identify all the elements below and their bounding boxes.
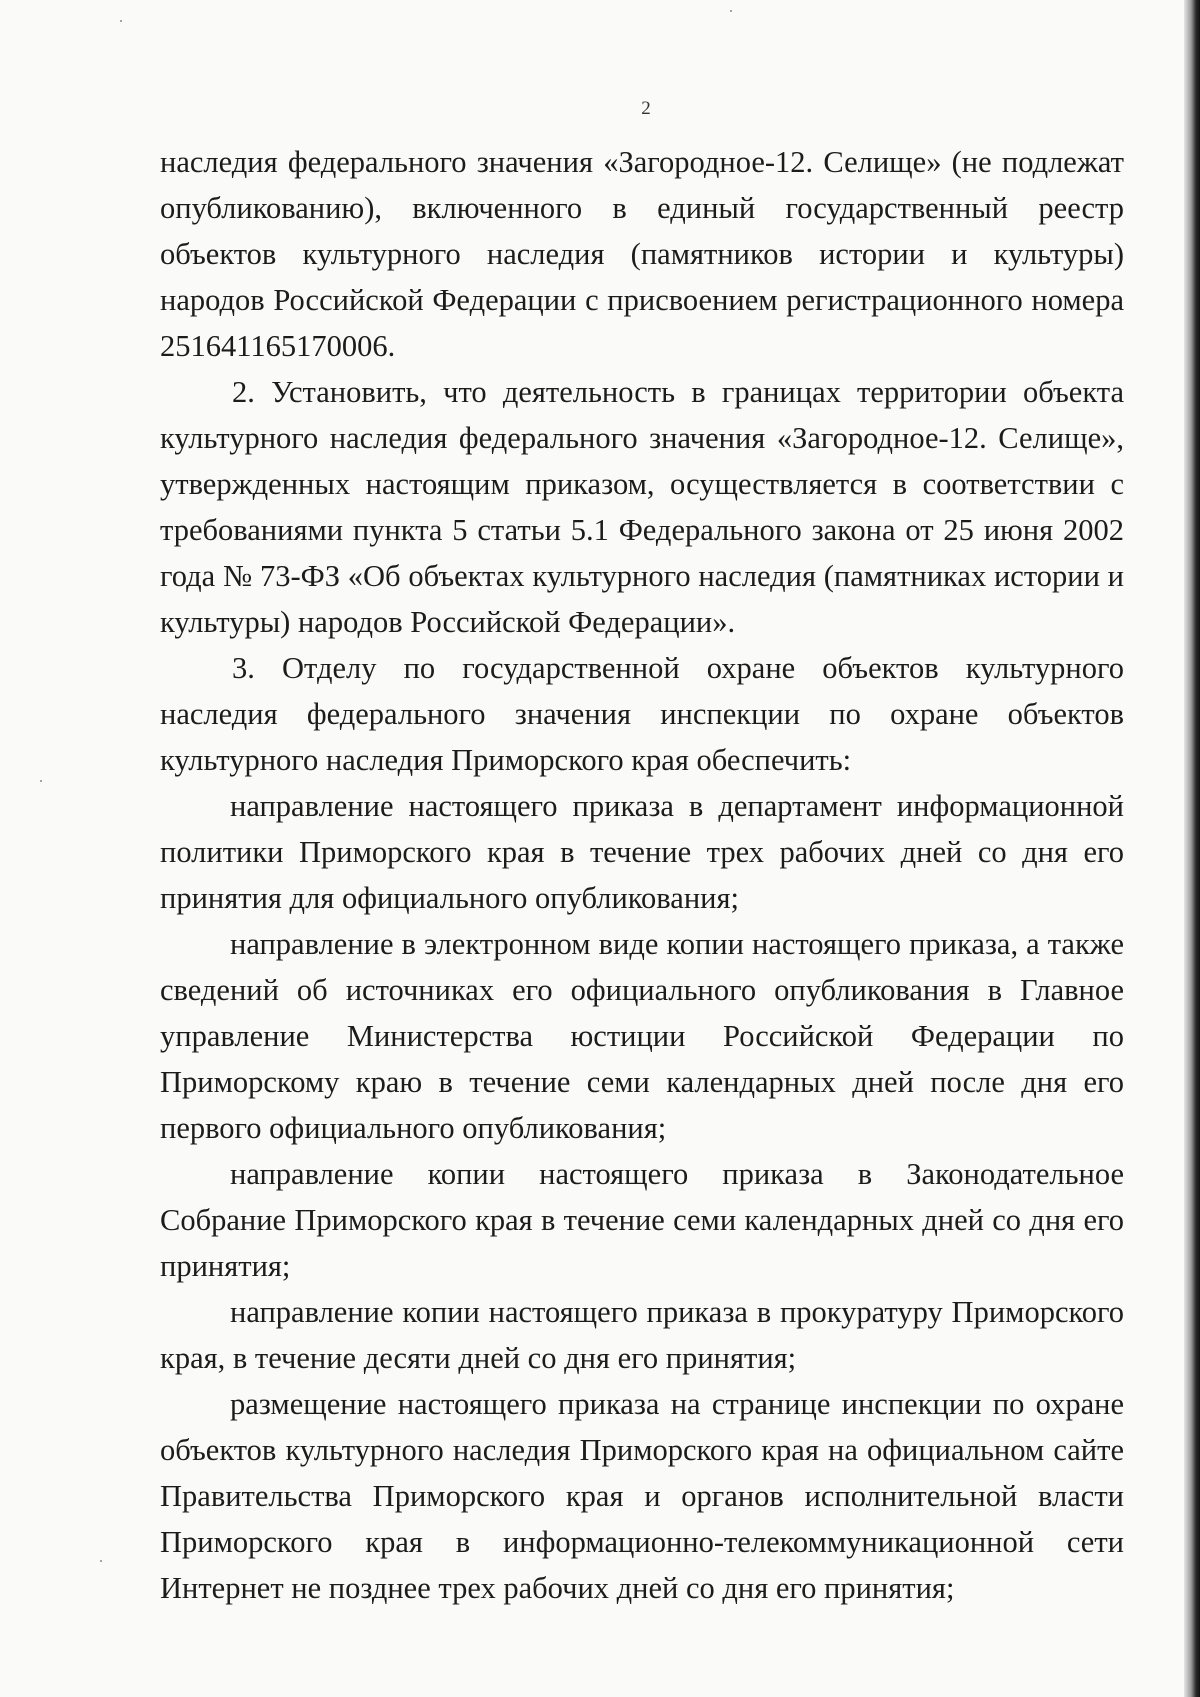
paragraph-continuation: наследия федерального значения «Загородное-12. Селище» (не подлежат опубликованию), включенного в единый государственный реестр объектов культурного наследия (памятников истории и культуры) народов Российской Федерации с присвоением регистрационного номера 251641165170006. [160,145,1124,363]
document-body [160,139,1124,1611]
scan-speck [100,1560,102,1562]
scan-speck [730,10,732,12]
paragraph-item-3: 3. Отделу по государственной охране объектов культурного наследия федерального значения инспекции по охране объектов культурного наследия Приморского края обеспечить: [160,651,1124,777]
scan-page-edge [1184,0,1200,1697]
sub-item-legislative-assembly: направление копии настоящего приказа в Законодательное Собрание Приморского края в течение семи календарных дней со дня его принятия; [160,1157,1124,1283]
paragraph-item-2: 2. Установить, что деятельность в границах территории объекта культурного наследия федерального значения «Загородное-12. Селище», утвержденных настоящим приказом, осуществляется в соответствии с требованиями пункта 5 статьи 5.1 Федерального закона от 25 июня 2002 года № 73-ФЗ «Об объектах культурного наследия (памятниках истории и культуры) народов Российской Федерации». [160,375,1124,639]
scan-speck [40,780,42,782]
sub-item-website-publication: размещение настоящего приказа на странице инспекции по охране объектов культурного наследия Приморского края на официальном сайте Правительства Приморского края и органов исполнительной власти Приморского края в информационно-телекоммуникационной сети Интернет не позднее трех рабочих дней со дня его принятия; [160,1387,1124,1605]
sub-item-prosecutor: направление копии настоящего приказа в прокуратуру Приморского края, в течение десяти дней со дня его принятия; [160,1295,1124,1375]
sub-item-info-policy: направление настоящего приказа в департамент информационной политики Приморского края в течение трех рабочих дней со дня его принятия для официального опубликования; [160,789,1124,915]
sub-item-justice-ministry: направление в электронном виде копии настоящего приказа, а также сведений об источниках его официального опубликования в Главное управление Министерства юстиции Российской Федерации по Приморскому краю в течение семи календарных дней после дня его первого официального опубликования; [160,927,1124,1145]
page-number: 2 [641,98,651,119]
scan-speck [120,20,122,22]
